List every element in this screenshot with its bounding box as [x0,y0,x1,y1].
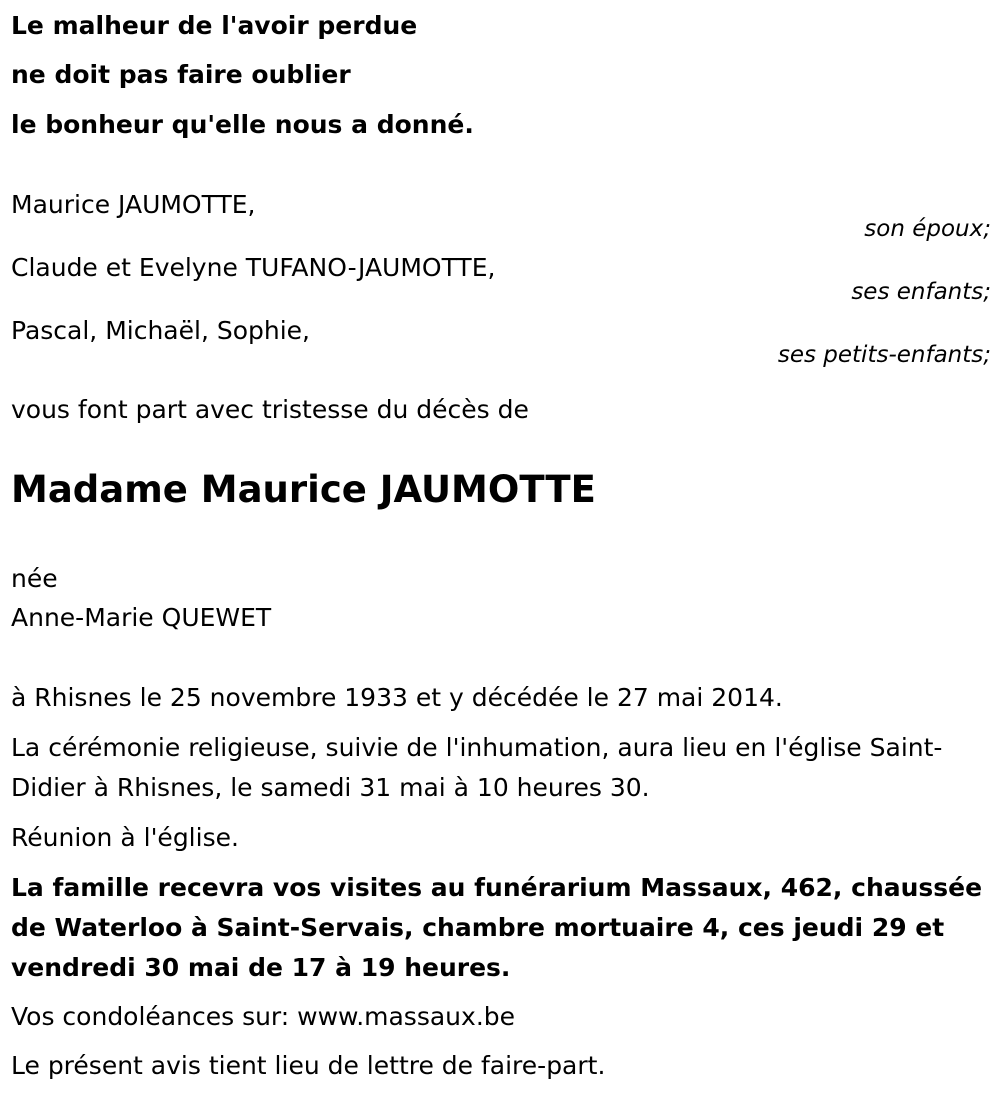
poem-line-3: le bonheur qu'elle nous a donné. [11,110,474,139]
family-member-name-2: Claude et Evelyne TUFANO-JAUMOTTE, [11,253,496,282]
visits-text: La famille recevra vos visites au funérarium Massaux, 462, chaussée de Waterloo à Saint-Servais, chambre mortuaire 4, ces jeudi 29 et vendredi 30 mai de 17 à 19 heures. [11,873,983,982]
family-member-role-2: ses enfants; [851,279,991,305]
poem-line-1: Le malheur de l'avoir perdue [11,11,418,40]
condolences-text: Vos condoléances sur: www.massaux.be [11,1002,516,1031]
ceremony-text: La cérémonie religieuse, suivie de l'inhumation, aura lieu en l'église Saint-Didier à Rhisnes, le samedi 31 mai à 10 heures 30. [11,733,943,802]
deceased-name: Madame Maurice JAUMOTTE [11,468,596,511]
birth-death-text: à Rhisnes le 25 novembre 1933 et y décédée le 27 mai 2014. [11,683,783,712]
family-member-name-3: Pascal, Michaël, Sophie, [11,316,310,345]
maiden-name: Anne-Marie QUEWET [11,603,272,632]
family-member-role-3: ses petits-enfants; [777,342,991,368]
announcement-text: vous font part avec tristesse du décès de [11,395,529,424]
family-member-name-1: Maurice JAUMOTTE, [11,190,256,219]
poem-line-2: ne doit pas faire oublier [11,60,351,89]
nee-label: née [11,564,58,593]
family-member-role-1: son époux; [864,216,991,242]
meeting-text: Réunion à l'église. [11,823,239,852]
notice-text: Le présent avis tient lieu de lettre de faire-part. [11,1051,606,1080]
